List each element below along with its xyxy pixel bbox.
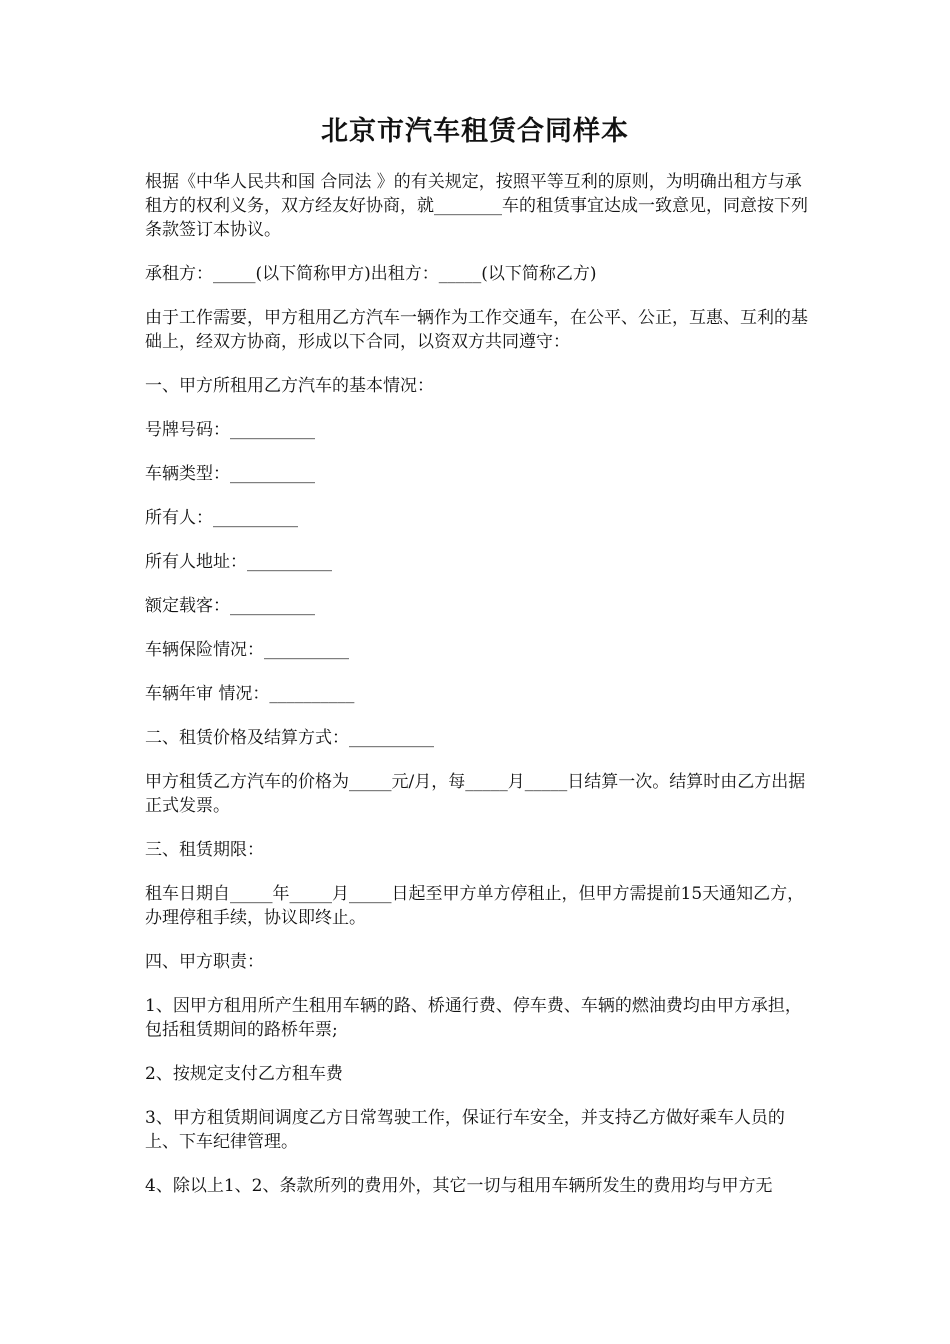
field-owner-address: 所有人地址：__________ — [145, 552, 332, 572]
field-owner: 所有人：__________ — [145, 508, 298, 528]
field-annual-inspection: 车辆年审 情况：__________ — [145, 684, 355, 704]
section-heading-party-a-duties: 四、甲方职责： — [145, 952, 264, 972]
document-title: 北京市汽车租赁合同样本 — [321, 116, 629, 147]
field-plate-number: 号牌号码：__________ — [145, 420, 315, 440]
list-item-duty-1: 1、因甲方租用所产生租用车辆的路、桥通行费、停车费、车辆的燃油费均由甲方承担，包括租赁期间的路桥年票; — [145, 996, 802, 1040]
paragraph-term: 租车日期自_____年_____月_____日起至甲方单方停租止，但甲方需提前15天通知乙方，办理停租手续，协议即终止。 — [145, 884, 805, 928]
list-item-duty-3: 3、甲方租赁期间调度乙方日常驾驶工作，保证行车安全，并支持乙方做好乘车人员的上、下车纪律管理。 — [145, 1108, 785, 1152]
field-vehicle-type: 车辆类型：__________ — [145, 464, 315, 484]
paragraph-parties: 承租方：_____(以下简称甲方)出租方：_____(以下简称乙方) — [145, 264, 597, 284]
list-item-duty-4: 4、除以上1、2、条款所列的费用外，其它一切与租用车辆所发生的费用均与甲方无 — [145, 1176, 773, 1196]
field-rated-passengers: 额定载客：__________ — [145, 596, 315, 616]
section-heading-term: 三、租赁期限： — [145, 840, 264, 860]
paragraph-purpose: 由于工作需要，甲方租用乙方汽车一辆作为工作交通车，在公平、公正，互惠、互利的基础上，经双方协商，形成以下合同，以资双方共同遵守： — [145, 308, 808, 352]
section-heading-price: 二、租赁价格及结算方式：__________ — [145, 728, 434, 748]
paragraph-price: 甲方租赁乙方汽车的价格为_____元/月，每_____月_____日结算一次。结算时由乙方出据正式发票。 — [145, 772, 806, 816]
list-item-duty-2: 2、按规定支付乙方租车费 — [145, 1064, 343, 1084]
paragraph-preamble: 根据《中华人民共和国 合同法 》的有关规定，按照平等互利的原则，为明确出租方与承租方的权利义务，双方经友好协商，就________车的租赁事宜达成一致意见，同意按下列条款签订本协议。 — [145, 172, 808, 240]
field-insurance: 车辆保险情况：__________ — [145, 640, 349, 660]
document-body — [145, 170, 810, 1218]
section-heading-vehicle-info: 一、甲方所租用乙方汽车的基本情况： — [145, 376, 434, 396]
